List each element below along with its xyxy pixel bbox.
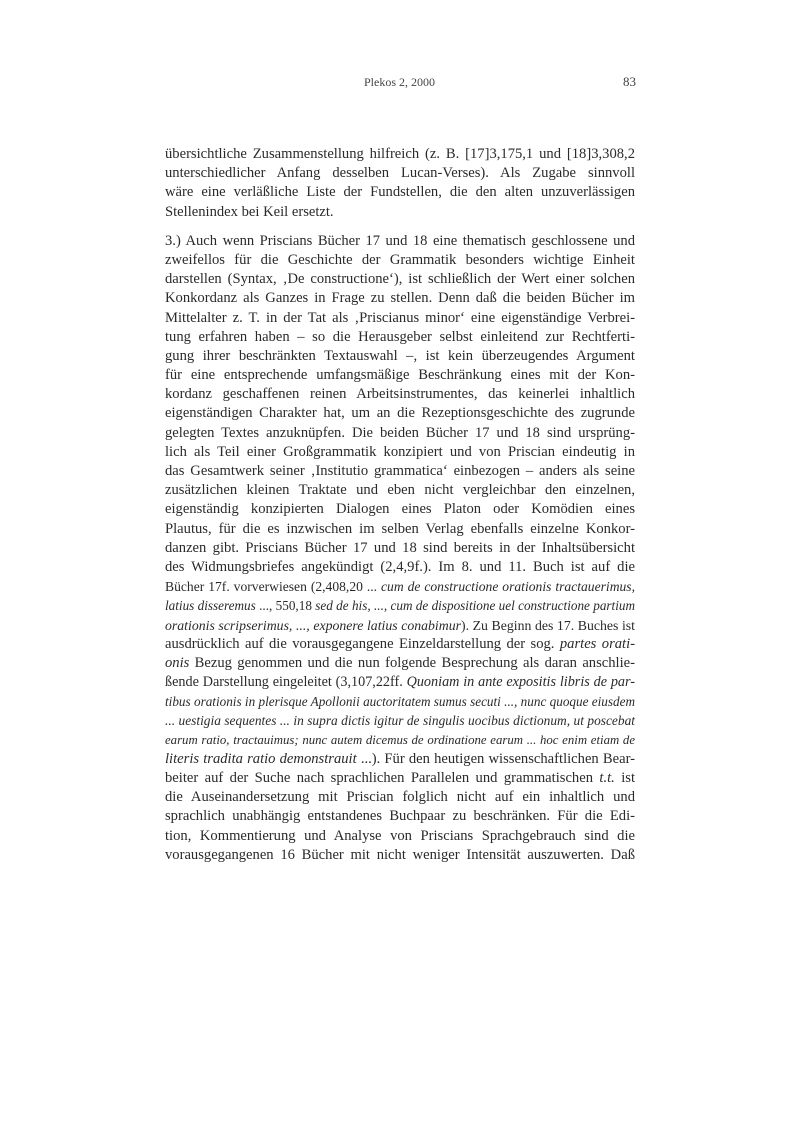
text-line <box>165 769 635 788</box>
text-segment: Plautus, für die es inzwischen im selben Verlag ebenfalls einzelne Konkor- <box>165 520 635 537</box>
text-segment: Bezug genommen und die nun folgende Besprechung als daran anschlie- <box>189 654 635 671</box>
text-line <box>165 692 635 711</box>
text-line <box>165 635 635 654</box>
text-segment: wäre eine verläßliche Liste der Fundstellen, die den alten unzuverlässigen <box>165 184 635 201</box>
text-line <box>165 807 635 826</box>
text-segment: 3.) Auch wenn Priscians Bücher 17 und 18 eine thematisch geschlossene und <box>165 232 635 249</box>
italic-quotation: tibus orationis in plerisque Apollonii auctoritatem sumus secuti ..., nunc quoque eiusdem <box>165 694 635 710</box>
text-segment: kordanz geschaffenen reinen Arbeitsinstrumentes, das keinerlei inhaltlich <box>165 386 635 403</box>
text-line <box>165 673 635 692</box>
text-line <box>165 788 635 807</box>
text-line <box>165 251 635 270</box>
italic-quotation: orationis scripserimus, ..., exponere latius conabimur <box>165 617 461 633</box>
text-line <box>165 462 635 481</box>
text-line <box>165 404 635 423</box>
text-segment: ..., 550,18 <box>255 598 316 614</box>
text-segment: tion, Kommentierung und Analyse von Priscians Sprachgebrauch sind die <box>165 827 635 844</box>
italic-quotation: Quoniam in ante expositis libris de par- <box>406 674 635 691</box>
text-segment: zweifellos für die Geschichte der Grammatik besonders wichtige Einheit <box>165 251 635 268</box>
body-text <box>165 145 635 875</box>
text-segment: gung ihrer beschränkten Textauswahl –, ist kein überzeugendes Argument <box>165 347 635 364</box>
text-line <box>165 596 635 615</box>
text-segment: zusätzlichen kleinen Traktate und eben nicht vergleichbar den einzelnen, <box>165 482 635 499</box>
text-segment: für eine entsprechende umfangsmäßige Beschränkung eines mit der Kon- <box>165 367 635 384</box>
text-line <box>165 520 635 539</box>
text-segment: ausdrücklich auf die vorausgegangene Einzeldarstellung der sog. <box>165 635 560 652</box>
text-segment: Stellenindex bei Keil ersetzt. <box>165 203 334 220</box>
text-segment: lich als Teil einer Großgrammatik konzipiert und von Priscian eindeutig in <box>165 443 635 460</box>
text-line <box>165 347 635 366</box>
running-title: Plekos 2, 2000 <box>363 75 435 89</box>
text-line <box>165 846 635 865</box>
italic-quotation: partes orati- <box>559 635 636 652</box>
text-line <box>165 539 635 558</box>
text-line <box>165 270 635 289</box>
text-segment: sprachlich unabhängig entstandenes Buchpaar zu beschränken. Für die Edi- <box>165 808 635 825</box>
text-line <box>165 203 635 222</box>
text-line <box>165 731 635 750</box>
text-line <box>165 183 635 202</box>
paragraph <box>165 145 635 222</box>
text-segment: Konkordanz als Ganzes in Frage zu stellen. Denn daß die beiden Bücher im <box>165 290 635 307</box>
text-segment: unterschiedlicher Anfang desselben Lucan-Verses). Als Zugabe sinnvoll <box>165 165 635 182</box>
text-segment: ßende Darstellung eingeleitet (3,107,22ff. <box>165 674 407 691</box>
text-segment: danzen gibt. Priscians Bücher 17 und 18 sind bereits in der Inhaltsübersicht <box>165 539 635 556</box>
text-segment: eigenständigen Charakter hat, um an die Rezeptionsgeschichte des zugrunde <box>165 405 635 422</box>
text-segment: vorausgegangenen 16 Bücher mit nicht weniger Intensität auszuwerten. Daß <box>165 846 635 863</box>
text-line <box>165 558 635 577</box>
text-line <box>165 232 635 251</box>
text-segment: übersichtliche Zusammenstellung hilfreich (z. B. [17]3,175,1 und [18]3,308,2 <box>165 146 635 162</box>
text-line <box>165 309 635 328</box>
text-segment: ). Zu Beginn des 17. Buches ist <box>461 617 635 633</box>
text-segment: beiter auf der Suche nach sprachlichen Parallelen und grammatischen <box>165 770 600 786</box>
text-segment: Bücher 17f. vorverwiesen (2,408,20 ... <box>165 579 381 595</box>
text-segment: eigenständig konzipierten Dialogen eines Platon oder Komödien eines <box>165 501 635 518</box>
text-line <box>165 366 635 385</box>
text-segment: die Auseinandersetzung mit Priscian folglich nicht auf ein inhaltlich und <box>165 789 635 806</box>
text-segment: tung erfahren haben – so die Herausgeber selbst einleitend zur Rechtferti- <box>165 328 635 345</box>
text-line <box>165 289 635 308</box>
text-line <box>165 145 635 164</box>
text-line <box>165 385 635 404</box>
text-line <box>165 443 635 462</box>
text-segment: gelegten Textes anzuknüpfen. Die beiden Bücher 17 und 18 sind ursprüng- <box>165 424 635 441</box>
text-line <box>165 500 635 519</box>
text-segment: darstellen (Syntax, ‚De constructione‘), ist schließlich der Wert einer solchen <box>165 271 635 288</box>
text-segment: ...). Für den heutigen wissenschaftlichen Bear- <box>356 750 635 767</box>
italic-quotation: cum de constructione orationis tractauerimus, <box>381 579 635 595</box>
italic-quotation: t.t. <box>599 770 615 786</box>
italic-quotation: sed de his, ..., cum de dispositione uel constructione partium <box>315 598 635 614</box>
text-line <box>165 328 635 347</box>
text-line <box>165 711 635 730</box>
text-segment: Mittelalter z. T. in der Tat als ‚Priscianus minor‘ eine eigenständige Verbrei- <box>165 309 635 326</box>
italic-quotation: latius disseremus <box>165 598 256 614</box>
text-segment: ist <box>614 770 635 786</box>
text-segment: das Gesamtwerk seiner ‚Institutio grammatica‘ einbezogen – anders als seine <box>165 463 635 479</box>
text-line <box>165 481 635 500</box>
italic-quotation: literis tradita ratio demonstrauit <box>165 750 357 767</box>
italic-quotation: ... uestigia sequentes ... in supra dictis igitur de singulis uocibus dictionum, ut poscebat <box>165 713 635 729</box>
paragraph <box>165 232 635 865</box>
italic-quotation: earum ratio, tractauimus; nunc autem dicemus de ordinatione earum ... hoc enim etiam de <box>165 732 635 747</box>
text-line <box>165 616 635 635</box>
italic-quotation: onis <box>165 654 190 671</box>
text-line <box>165 654 635 673</box>
text-line <box>165 577 635 596</box>
text-line <box>165 424 635 443</box>
text-line <box>165 827 635 846</box>
text-segment: des Widmungsbriefes angekündigt (2,4,9f.). Im 8. und 11. Buch ist auf die <box>165 558 635 575</box>
text-line <box>165 750 635 769</box>
text-line <box>165 164 635 183</box>
page-number: 83 <box>623 74 636 89</box>
